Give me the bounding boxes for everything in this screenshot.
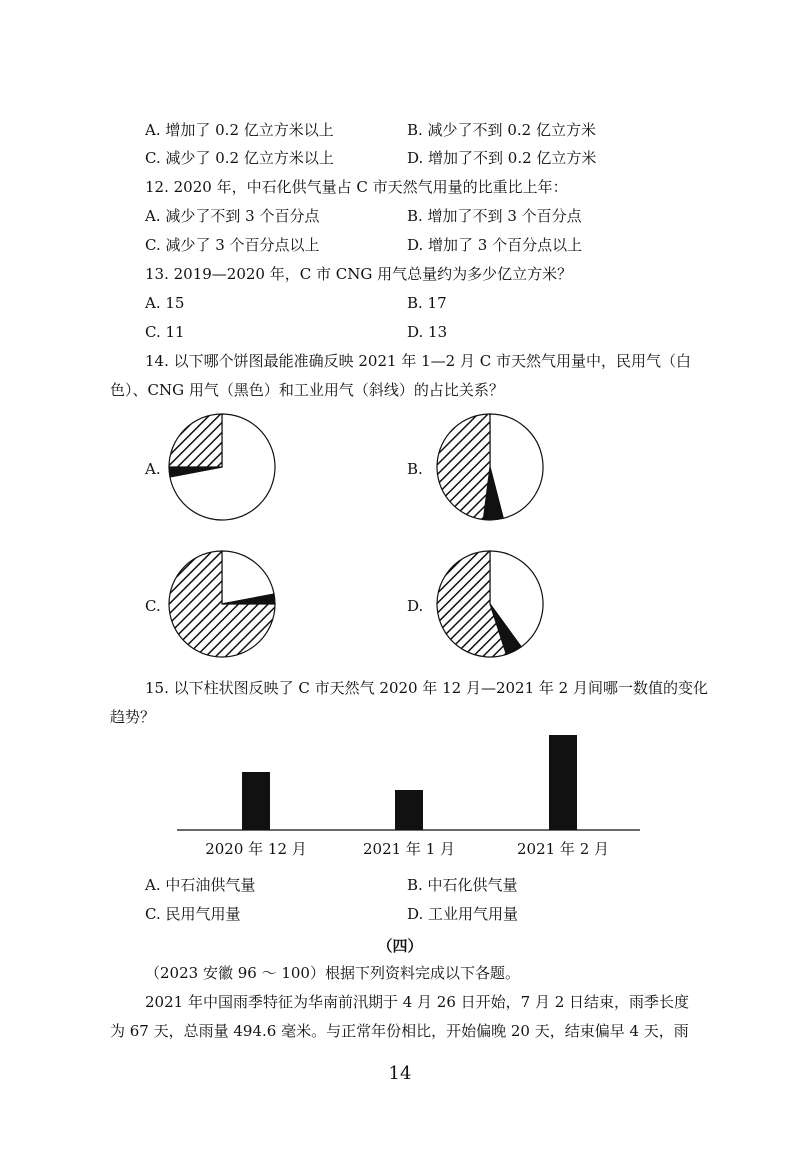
q15-stem-line1: 15. 以下柱状图反映了 C 市天然气 2020 年 12 月—2021 年 2 月间哪一数值的变化	[145, 679, 708, 697]
q11-option-d: D. 增加了不到 0.2 亿立方米	[407, 149, 597, 167]
q11-option-b: B. 减少了不到 0.2 亿立方米	[407, 121, 596, 139]
q13-option-d: D. 13	[407, 323, 448, 341]
x-tick-label-0: 2020 年 12 月	[205, 840, 307, 858]
q13-option-c: C. 11	[145, 323, 185, 341]
section-intro: （2023 安徽 96 ～ 100）根据下列资料完成以下各题。	[145, 964, 520, 982]
q13-option-a: A. 15	[145, 294, 185, 312]
bar-0	[242, 772, 270, 830]
x-tick-label-1: 2021 年 1 月	[362, 840, 456, 858]
q12-option-b: B. 增加了不到 3 个百分点	[407, 207, 582, 225]
section-title: （四）	[377, 937, 423, 955]
bar-1	[395, 790, 423, 830]
pie-label-d: D.	[407, 597, 424, 615]
q14-stem-line1: 14. 以下哪个饼图最能准确反映 2021 年 1—2 月 C 市天然气用量中，民用气（白	[145, 352, 691, 370]
section-paragraph-line1: 2021 年中国雨季特征为华南前汛期于 4 月 26 日开始，7 月 2 日结束，雨季长度	[145, 993, 690, 1011]
q11-option-c: C. 减少了 0.2 亿立方米以上	[145, 149, 334, 167]
q15-stem-line2: 趋势？	[110, 708, 156, 726]
q15-option-c: C. 民用气用量	[145, 905, 241, 923]
q15-option-a: A. 中石油供气量	[145, 876, 256, 894]
q13-option-b: B. 17	[407, 294, 447, 312]
q15-option-b: B. 中石化供气量	[407, 876, 518, 894]
bar-2	[549, 735, 577, 830]
q12-stem: 12. 2020 年，中石化供气量占 C 市天然气用量的比重比上年：	[145, 178, 568, 196]
q12-option-c: C. 减少了 3 个百分点以上	[145, 236, 320, 254]
x-tick-label-2: 2021 年 2 月	[516, 840, 610, 858]
q14-stem-line2: 色）、CNG 用气（黑色）和工业用气（斜线）的占比关系？	[110, 381, 504, 399]
pie-label-c: C.	[145, 597, 161, 615]
q12-option-d: D. 增加了 3 个百分点以上	[407, 236, 583, 254]
section-paragraph-line2: 为 67 天，总雨量 494.6 毫米。与正常年份相比，开始偏晚 20 天，结束偏早 4 天，雨	[110, 1022, 689, 1040]
pie-label-a: A.	[145, 460, 161, 478]
pie-label-b: B.	[407, 460, 423, 478]
page-number: 14	[388, 1063, 412, 1084]
q12-option-a: A. 减少了不到 3 个百分点	[145, 207, 320, 225]
q15-option-d: D. 工业用气用量	[407, 905, 519, 923]
q13-stem: 13. 2019—2020 年，C 市 CNG 用气总量约为多少亿立方米？	[145, 265, 573, 283]
q11-option-a: A. 增加了 0.2 亿立方米以上	[145, 121, 334, 139]
